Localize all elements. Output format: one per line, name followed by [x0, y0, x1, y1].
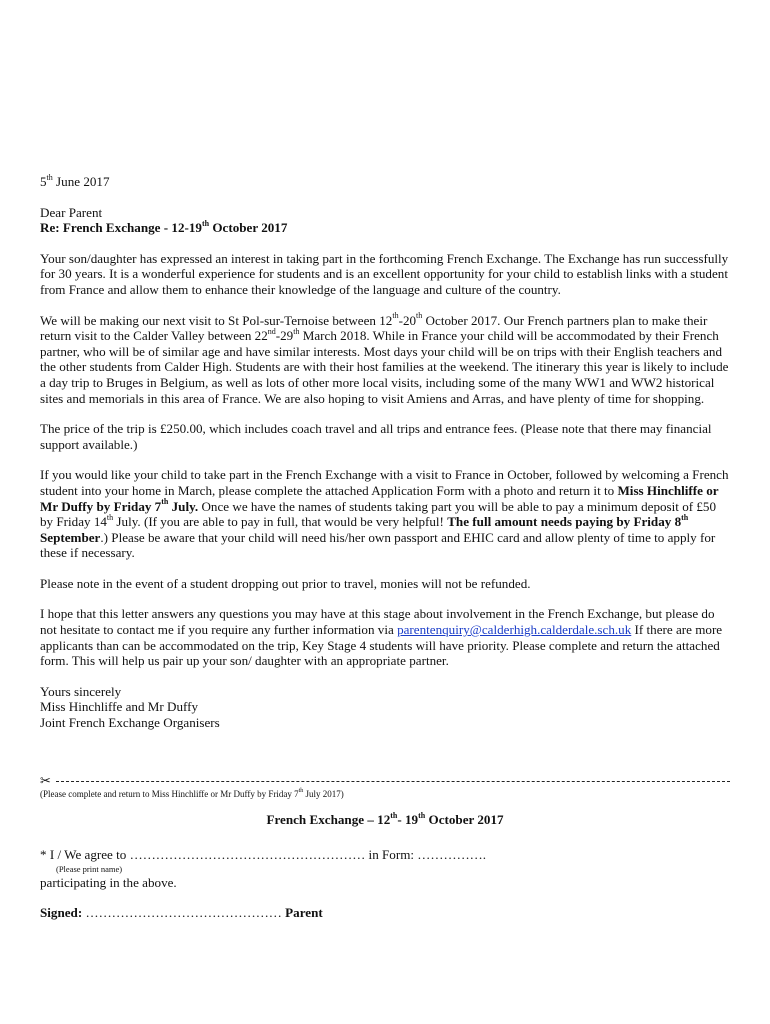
agree-line[interactable]: * I / We agree to ……………………………………………… in Form: ……………. — [40, 847, 487, 862]
print-name-hint: (Please print name) — [56, 864, 123, 874]
paragraph-intro: Your son/daughter has expressed an interest in taking part in the forthcoming French Exchange. The Exchange has run successfully for 30 years. It is a wonderful experience for students and is an excellent opportunity for your child to establish links with a student from France and allow them to enhance their knowledge of the language and culture of the country. — [40, 250, 729, 297]
letter-date: 5th June 2017 — [40, 172, 110, 189]
paragraph-visit: We will be making our next visit to St Pol-sur-Ternoise between 12th-20th October 2017. Our French partners plan to make their return visit to the Calder Valley between 22nd-29th March 2018. While in France your child will be accommodated by their French partner, who will be of similar age and have similar interests. Most days your child will be on trips with their English teachers and the other students from Calder High. Students are with their host families at the weekend. The itinerary this year is likely to include a day trip to Bruges in Belgium, as well as lots of other more local visits, including some of the many WW1 and WW2 historical sites and memorials in this area of France. We are also hoping to visit Amiens and Arras, and have plenty of time for shopping. — [40, 311, 729, 406]
signatories: Miss Hinchliffe and Mr Duffy — [40, 699, 199, 715]
letter-body — [40, 174, 730, 731]
closing: Yours sincerely — [40, 683, 122, 699]
scissors-icon: ✂ — [40, 773, 51, 788]
dashed-divider — [56, 781, 730, 782]
paragraph-application: If you would like your child to take part in the French Exchange with a visit to France in October, followed by welcoming a French student into your home in March, please complete the attached Application Form with a photo and return it to Miss Hinchliffe or Mr Duffy by Friday 7th July. Once we have the names of students taking part you will be able to pay a minimum deposit of £50 by Friday 14th July. (If you are able to pay in full, that would be very helpful! The full amount needs paying by Friday 8th September.) Please be aware that your child will need his/her own passport and EHIC card and allow plenty of time to apply for these if necessary. — [40, 467, 729, 561]
cut-line — [40, 774, 730, 788]
paragraph-contact: I hope that this letter answers any questions you may have at this stage about involvement in the French Exchange, but please do not hesitate to contact me if you require any further information via parentenquiry@calderhigh.calderdale.sch.uk If there are more applicants than can be accommodated on the trip, Key Stage 4 students will have priority. Please complete and return the attached form. This will help us pair up your son/ daughter with an appropriate partner. — [40, 606, 723, 669]
paragraph-price: The price of the trip is £250.00, which includes coach travel and all trips and entrance fees. (Please note that there may financial support available.) — [40, 421, 712, 452]
form-title: French Exchange – 12th- 19th October 2017 — [266, 810, 504, 827]
return-note: (Please complete and return to Miss Hinchliffe or Mr Duffy by Friday 7th July 2017) — [40, 788, 344, 799]
participating-text: participating in the above. — [40, 875, 177, 890]
signature-line[interactable]: Signed: ……………………………………… Parent — [40, 905, 323, 920]
subject-line: Re: French Exchange - 12-19th October 2017 — [40, 218, 288, 236]
salutation: Dear Parent — [40, 204, 103, 220]
paragraph-refund: Please note in the event of a student dropping out prior to travel, monies will not be refunded. — [40, 575, 531, 591]
signatory-role: Joint French Exchange Organisers — [40, 715, 220, 731]
contact-email-link[interactable]: parentenquiry@calderhigh.calderdale.sch.uk — [397, 622, 632, 638]
